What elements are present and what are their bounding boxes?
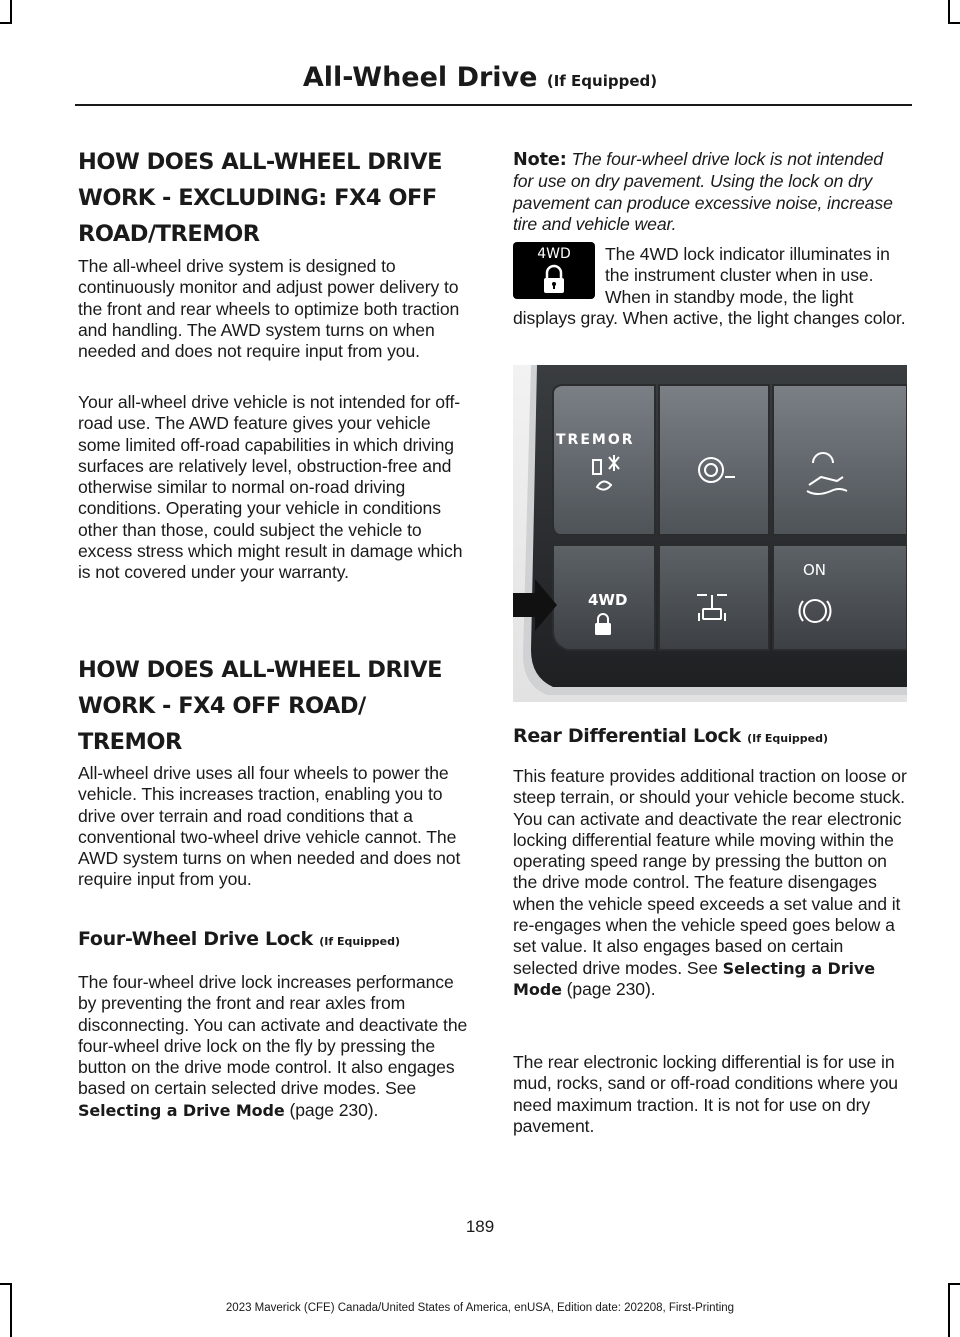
section-heading-awd-fx4 (78, 652, 478, 760)
note-text: The four-wheel drive lock is not intended for use on dry pavement. Using the lock on dry pavement can produce excessive noise, increase tire and vehicle wear. (513, 149, 893, 234)
heading-line: ROAD/TREMOR (78, 221, 260, 247)
photo-4wd-label: 4WD (588, 591, 628, 609)
heading-line: HOW DOES ALL-WHEEL DRIVE (78, 657, 442, 683)
page-number: 189 (465, 1217, 495, 1236)
crop-mark (948, 1283, 960, 1285)
crop-mark (948, 0, 950, 22)
section-heading-awd-excluding (78, 144, 478, 252)
header-title-text: All-Wheel Drive (302, 62, 538, 93)
crop-mark (948, 22, 960, 24)
header-title-suffix: (If Equipped) (546, 72, 658, 90)
heading-line: WORK - FX4 OFF ROAD/ (78, 693, 366, 719)
page-header-title (0, 62, 960, 93)
page-reference: (page 230). (566, 978, 656, 999)
paragraph-text: The four-wheel drive lock increases performance by preventing the front and rear axles from disconnecting. You can activate and deactivate the four-wheel drive lock on the fly by pressing the button on the drive mode control. It also engages based on certain selected drive modes. See (78, 972, 468, 1099)
subsection-heading-4wd-lock (78, 926, 478, 955)
paragraph: The rear electronic locking differential is for use in mud, rocks, sand or off-road conditions where you need maximum traction. It is not for use on dry pavement. (513, 1052, 898, 1136)
drive-mode-control-photo (513, 365, 907, 702)
subsection-heading-text: Four-Wheel Drive Lock (78, 928, 313, 950)
paragraph (78, 972, 476, 1121)
4wd-lock-indicator-icon (513, 242, 595, 299)
page-reference: (page 230). (289, 1099, 379, 1120)
crop-mark (0, 22, 12, 24)
subsection-heading-suffix: (If Equipped) (319, 935, 401, 948)
heading-line: WORK - EXCLUDING: FX4 OFF (78, 185, 437, 211)
header-divider (75, 104, 912, 106)
lock-icon (513, 242, 595, 299)
indicator-label: 4WD (537, 246, 571, 262)
rear-heading-suffix: (If Equipped) (747, 732, 828, 745)
paragraph-text: This feature provides additional traction on loose or steep terrain, or should your vehicle become stuck. You can activate and deactivate the rear electronic locking differential feature while moving within the operating speed range by pressing the button on the drive mode control. The feature disengages when the vehicle speed exceeds a set value and it re-engages when the vehicle speed goes below a set value. It also engages based on certain selected drive modes. See (513, 766, 907, 978)
heading-line: HOW DOES ALL-WHEEL DRIVE (78, 149, 442, 175)
on-label: ON (803, 561, 827, 579)
crop-mark (0, 1283, 12, 1285)
tremor-label: TREMOR (556, 432, 635, 448)
paragraph: Your all-wheel drive vehicle is not intended for off-road use. The AWD feature gives your vehicle some limited off-road capabilities in which driving surfaces are relatively level, obstruction-free and otherwise similar to normal on-road driving conditions. Operating your vehicle in conditions other than those, could subject the vehicle to excess stress which might result in damage which is not covered under your warranty. (78, 392, 463, 583)
subsection-heading-rear-diff (513, 723, 907, 752)
heading-line: TREMOR (78, 729, 182, 755)
footer-text: 2023 Maverick (CFE) Canada/United States of America, enUSA, Edition date: 202208, First-Printing (225, 1302, 735, 1314)
rear-heading-text: Rear Differential Lock (513, 725, 741, 747)
cross-reference-link[interactable]: Selecting a Drive Mode (78, 1100, 285, 1120)
paragraph: The all-wheel drive system is designed to continuously monitor and adjust power delivery to the front and rear wheels to optimize both traction and handling. The AWD system turns on when needed and does not require input from you. (78, 256, 460, 362)
paragraph: All-wheel drive uses all four wheels to power the vehicle. This increases traction, enabling you to drive over terrain and road conditions that a conventional two-wheel drive vehicle cannot. The AWD system turns on when needed and does not require input from you. (78, 763, 461, 890)
rear-diff-section (513, 723, 907, 752)
crop-mark (10, 0, 12, 22)
note-label: Note: (513, 150, 567, 170)
paragraph (513, 766, 907, 1000)
note-paragraph (513, 149, 907, 235)
indicator-paragraph: The 4WD lock indicator illuminates in the instrument cluster when in use. When in standby mode, the light displays gray. When active, the light changes color. (513, 244, 906, 328)
cross-reference-link[interactable]: Selecting a Drive Mode (513, 958, 875, 999)
